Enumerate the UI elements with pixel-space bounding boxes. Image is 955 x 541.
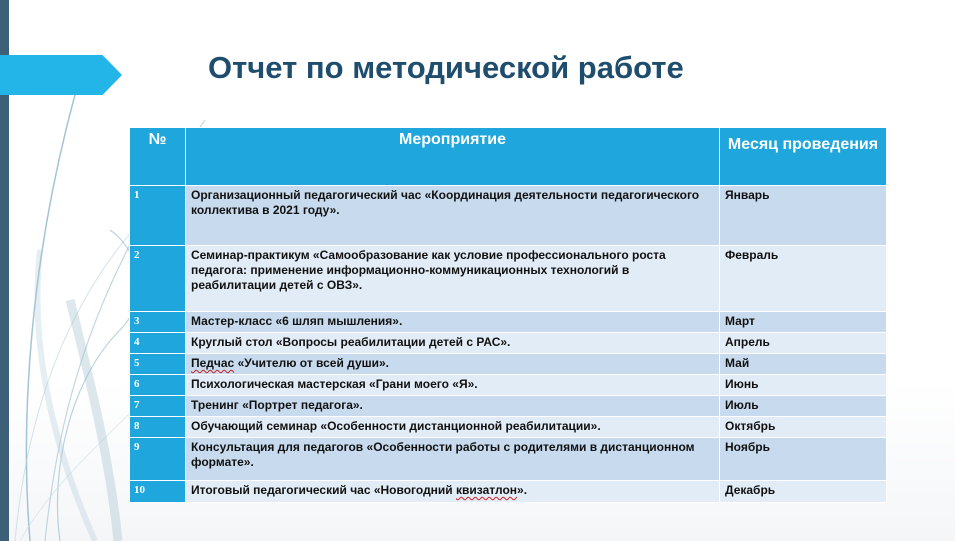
row-month: Ноябрь <box>720 438 887 481</box>
row-event <box>186 481 720 503</box>
row-number: 4 <box>130 333 186 354</box>
row-number: 7 <box>130 396 186 417</box>
report-table <box>129 127 887 503</box>
table-row <box>130 354 887 375</box>
table-header-row <box>130 128 887 186</box>
row-event-rest: «Учителю от всей души». <box>234 356 390 370</box>
row-month: Февраль <box>720 246 887 312</box>
row-month: Декабрь <box>720 481 887 503</box>
row-number: 6 <box>130 375 186 396</box>
header-month: Месяц проведения <box>720 128 887 186</box>
row-number: 3 <box>130 312 186 333</box>
row-event: Организационный педагогический час «Координация деятельности педагогического коллектива в 2021 году». <box>186 186 720 246</box>
row-event: Психологическая мастерская «Грани моего «Я». <box>186 375 720 396</box>
row-number: 2 <box>130 246 186 312</box>
row-event: Мастер-класс «6 шляп мышления». <box>186 312 720 333</box>
header-number: № <box>130 128 186 186</box>
row-event-marked-word: квизатлон <box>456 483 518 497</box>
row-event: Круглый стол «Вопросы реабилитации детей с РАС». <box>186 333 720 354</box>
header-event: Мероприятие <box>186 128 720 186</box>
row-number: 1 <box>130 186 186 246</box>
row-event <box>186 354 720 375</box>
row-month: Март <box>720 312 887 333</box>
page-title: Отчет по методической работе <box>208 50 684 85</box>
table-row <box>130 417 887 438</box>
table-row <box>130 246 887 312</box>
row-event: Обучающий семинар «Особенности дистанционной реабилитации». <box>186 417 720 438</box>
row-month: Июль <box>720 396 887 417</box>
table-row <box>130 375 887 396</box>
row-number: 10 <box>130 481 186 503</box>
row-event-prefix: Итоговый педагогический час «Новогодний <box>191 483 457 497</box>
row-number: 9 <box>130 438 186 481</box>
row-number: 8 <box>130 417 186 438</box>
table-row <box>130 333 887 354</box>
row-month: Апрель <box>720 333 887 354</box>
title-arrow-tab <box>0 55 122 95</box>
table-row <box>130 438 887 481</box>
row-event: Тренинг «Портрет педагога». <box>186 396 720 417</box>
table-row <box>130 396 887 417</box>
table-row <box>130 481 887 503</box>
table-row <box>130 186 887 246</box>
row-event: Консультация для педагогов «Особенности работы с родителями в дистанционном формате». <box>186 438 720 481</box>
row-event-rest: ». <box>517 483 528 497</box>
row-month: Январь <box>720 186 887 246</box>
row-month: Октябрь <box>720 417 887 438</box>
row-event-marked-word: Педчас <box>191 356 235 370</box>
row-number: 5 <box>130 354 186 375</box>
table-row <box>130 312 887 333</box>
row-month: Май <box>720 354 887 375</box>
row-event: Семинар-практикум «Самообразование как условие профессионального роста педагога: применение информационно-коммуникационных технологий в реабилитации детей с ОВЗ». <box>186 246 720 312</box>
row-month: Июнь <box>720 375 887 396</box>
